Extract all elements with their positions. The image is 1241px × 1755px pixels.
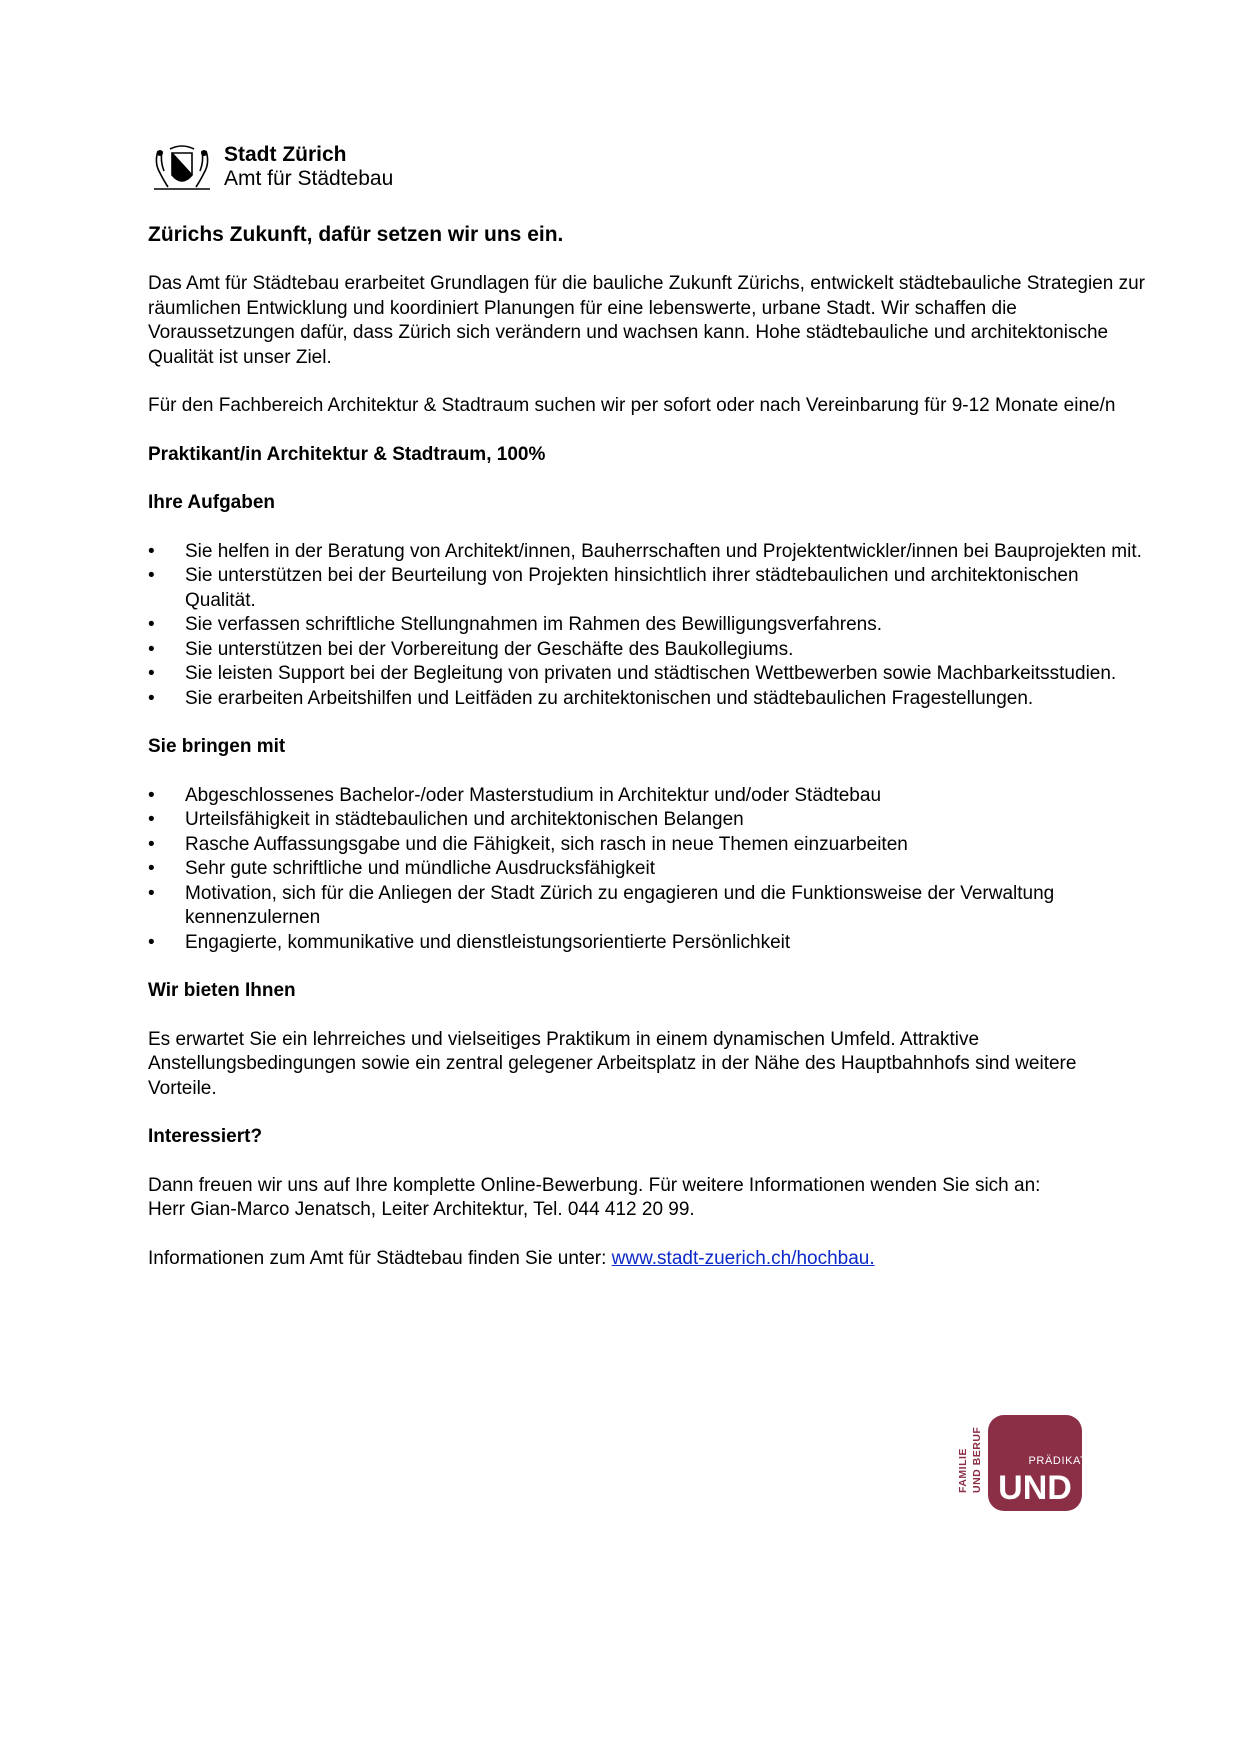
- und-badge-logo: [954, 1413, 1084, 1513]
- header-logo: [150, 143, 480, 193]
- position-title: Praktikant/in Architektur & Stadtraum, 100%: [148, 443, 546, 465]
- list-item: • Sie unterstützen bei der Vorbereitung der Geschäfte des Baukollegiums.: [148, 638, 1148, 663]
- zurich-coat-of-arms-icon: [150, 143, 214, 191]
- list-item: • Engagierte, kommunikative und dienstleistungsorientierte Persönlichkeit: [148, 931, 1148, 956]
- tasks-heading: Ihre Aufgaben: [148, 492, 276, 513]
- offer-heading: Wir bieten Ihnen: [148, 980, 296, 1001]
- requirements-list: [148, 784, 1148, 956]
- department-name: Amt für Städtebau: [224, 167, 394, 190]
- info-paragraph: [148, 1247, 1148, 1272]
- tasks-list: [148, 540, 1148, 712]
- contact-paragraph: [148, 1174, 1148, 1223]
- job-posting: [148, 222, 1148, 1295]
- list-item: • Sie unterstützen bei der Beurteilung von Projekten hinsichtlich ihrer städtebaulichen und architektonischen Qualität.: [148, 564, 1148, 613]
- list-item: • Motivation, sich für die Anliegen der Stadt Zürich zu engagieren und die Funktionsweise der Verwaltung kennenzulernen: [148, 882, 1148, 931]
- list-item: • Sie leisten Support bei der Begleitung von privaten und städtischen Wettbewerben sowie Machbarkeitsstudien.: [148, 662, 1148, 687]
- list-item: • Sie verfassen schriftliche Stellungnahmen im Rahmen des Bewilligungsverfahrens.: [148, 613, 1148, 638]
- offer-paragraph: Es erwartet Sie ein lehrreiches und vielseitiges Praktikum in einem dynamischen Umfeld. Attraktive Anstellungsbedingungen sowie ein zentral gelegener Arbeitsplatz in der Nähe des Hauptbahnhofs sind weitere Vorteile.: [148, 1028, 1077, 1099]
- headline: Zürichs Zukunft, dafür setzen wir uns ein.: [148, 223, 564, 246]
- requirements-heading: Sie bringen mit: [148, 736, 286, 757]
- list-item: • Rasche Auffassungsgabe und die Fähigkeit, sich rasch in neue Themen einzuarbeiten: [148, 833, 1148, 858]
- contact-line: Dann freuen wir uns auf Ihre komplette Online-Bewerbung. Für weitere Informationen wenden Sie sich an:: [148, 1174, 1041, 1196]
- org-name: Stadt Zürich: [224, 143, 347, 166]
- list-item: • Sie erarbeiten Arbeitshilfen und Leitfäden zu architektonischen und städtebaulichen Fragestellungen.: [148, 687, 1148, 712]
- list-item: • Abgeschlossenes Bachelor-/oder Masterstudium in Architektur und/oder Städtebau: [148, 784, 1148, 809]
- list-item: • Urteilsfähigkeit in städtebaulichen und architektonischen Belangen: [148, 808, 1148, 833]
- badge-side-line2: UND BERUF: [971, 1426, 983, 1493]
- contact-person: Herr Gian-Marco Jenatsch, Leiter Architektur, Tel. 044 412 20 99.: [148, 1199, 695, 1220]
- badge-side-text: [957, 1427, 983, 1493]
- badge-side-line1: FAMILIE: [957, 1448, 969, 1493]
- list-item: • Sie helfen in der Beratung von Architekt/innen, Bauherrschaften und Projektentwickler/innen bei Bauprojekten mit.: [148, 540, 1148, 565]
- intro-paragraph: Das Amt für Städtebau erarbeitet Grundlagen für die bauliche Zukunft Zürichs, entwickelt städtebauliche Strategien zur räumlichen Entwicklung und koordiniert Planungen für eine lebenswerte, urbane Stadt. Wir schaffen die Voraussetzungen dafür, dass Zürich sich verändern und wachsen kann. Hohe städtebauliche und architektonische Qualität ist unser Ziel.: [148, 273, 1145, 368]
- list-item: • Sehr gute schriftliche und mündliche Ausdrucksfähigkeit: [148, 857, 1148, 882]
- website-link[interactable]: www.stadt-zuerich.ch/hochbau.: [611, 1247, 875, 1269]
- familie-und-beruf-badge: [954, 1413, 1084, 1513]
- search-paragraph: Für den Fachbereich Architektur & Stadtraum suchen wir per sofort oder nach Vereinbarung für 9-12 Monate eine/n: [148, 395, 1116, 416]
- badge-big-text: UND: [998, 1469, 1072, 1507]
- info-text: Informationen zum Amt für Städtebau finden Sie unter:: [148, 1247, 612, 1269]
- contact-heading: Interessiert?: [148, 1126, 263, 1147]
- badge-label: PRÄDIKAT: [1028, 1455, 1084, 1467]
